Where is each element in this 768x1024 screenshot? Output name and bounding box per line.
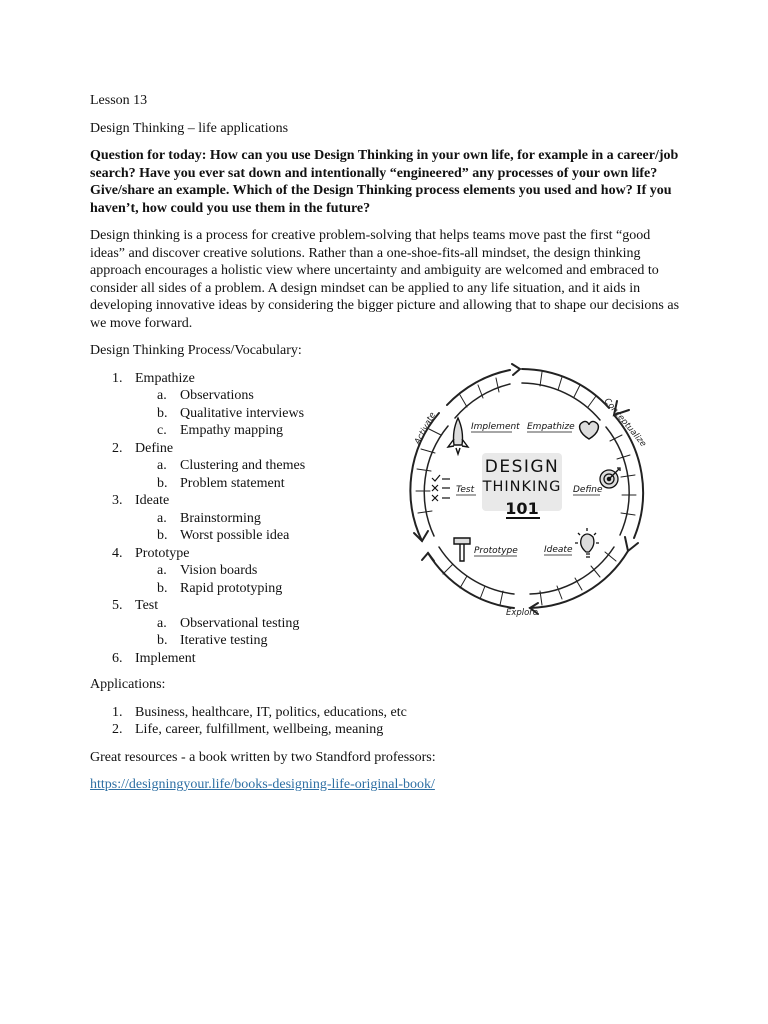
list-number: 6. [112,650,123,666]
list-letter: a. [157,563,167,578]
checklist-icon [432,475,450,501]
define-stage [573,468,620,495]
vocabulary-heading: Design Thinking Process/Vocabulary: [90,343,302,358]
rocket-icon [448,418,468,454]
list-number: 2. [112,440,123,456]
list-letter: a. [157,458,167,473]
sub-label: Iterative testing [180,633,268,648]
applications-heading: Applications: [90,677,166,692]
activate-label: Activate [412,410,439,447]
sub-label: Observational testing [180,615,300,631]
implement-label: Implement [471,422,520,432]
list-number: 4. [112,545,123,561]
application-label: Life, career, fulfillment, wellbeing, meaning [135,722,384,737]
intro-paragraph: Design thinking is a process for creative problem-solving that helps teams move past the first “good ideas” and discover creative solutions. Rather than a one-shoe-fits-all mindset, the design thinking approach encourages a holistic view where uncertainty and ambiguity are welcomed and embraced to consider all sides of a problem. A design mindset can be applied to any life situation, and it aids in developing innovative ideas by considering the bigger picture and allowing that to shape our decisions as we move forward. [90,228,680,331]
lesson-subtitle: Design Thinking – life applications [90,120,289,136]
list-number: 5. [112,598,123,613]
sub-label: Clustering and themes [180,458,306,473]
list-letter: b. [157,528,168,543]
lesson-number: Lesson 13 [90,93,148,108]
step-label: Prototype [135,545,190,561]
target-icon [600,468,620,488]
lightbulb-icon [575,528,599,557]
title-line-1: DESIGN [484,457,560,477]
step-label: Test [135,598,159,613]
resources-text: Great resources - a book written by two Standford professors: [90,749,436,765]
conceptualize-label: Conceptualize [601,396,649,450]
list-letter: b. [157,475,168,491]
sub-label: Observations [180,388,254,403]
list-number: 1. [112,370,123,386]
list-item [90,704,680,722]
sub-label: Problem statement [180,475,285,491]
define-label: Define [573,485,603,495]
list-letter: b. [157,405,168,421]
title-line-2: THINKING [482,479,562,495]
list-letter: a. [157,388,167,403]
sub-label: Brainstorming [180,510,261,526]
sub-list [135,615,680,650]
heart-icon [580,421,599,439]
diagram-title [482,453,562,518]
explore-label: Explore [505,608,539,618]
test-label: Test [456,485,475,495]
list-number: 3. [112,493,123,508]
ideate-stage [544,528,599,557]
list-letter: b. [157,580,168,596]
sub-label: Rapid prototyping [180,580,283,596]
implement-stage [448,418,520,454]
question-for-today: Question for today: How can you use Design Thinking in your own life, for example in a career/job search? Have you ever sat down and intentionally “engineered” any processes of your own life? Give/share an example. Which of the Design Thinking process elements you used and how? If you haven’t, how could you use them in the future? [90,148,679,216]
list-letter: a. [157,510,167,526]
sub-label: Worst possible idea [180,528,290,543]
step-label: Implement [135,650,196,666]
list-number: 1. [112,704,123,720]
list-item [90,632,680,650]
empathize-label: Empathize [527,422,575,432]
hammer-icon [454,538,470,561]
list-item [90,650,680,668]
sub-label: Qualitative interviews [180,405,305,421]
step-label: Define [135,440,174,456]
list-item [90,721,680,739]
empathize-stage [527,421,598,439]
applications-list [90,704,680,739]
sub-label: Vision boards [180,563,258,578]
prototype-label: Prototype [474,546,518,556]
step-label: Ideate [135,493,170,508]
test-stage [432,475,476,501]
step-label: Empathize [135,370,195,386]
application-label: Business, healthcare, IT, politics, educations, etc [135,704,407,720]
sub-label: Empathy mapping [180,423,284,438]
resource-link[interactable]: https://designingyour.life/books-designing-life-original-book/ [90,777,435,792]
list-letter: b. [157,633,168,648]
list-letter: c. [157,423,167,438]
design-thinking-diagram [402,363,650,618]
list-number: 2. [112,722,123,737]
prototype-stage [454,538,518,561]
ideate-label: Ideate [544,545,573,555]
title-line-3: 101 [505,499,539,518]
list-letter: a. [157,615,167,631]
